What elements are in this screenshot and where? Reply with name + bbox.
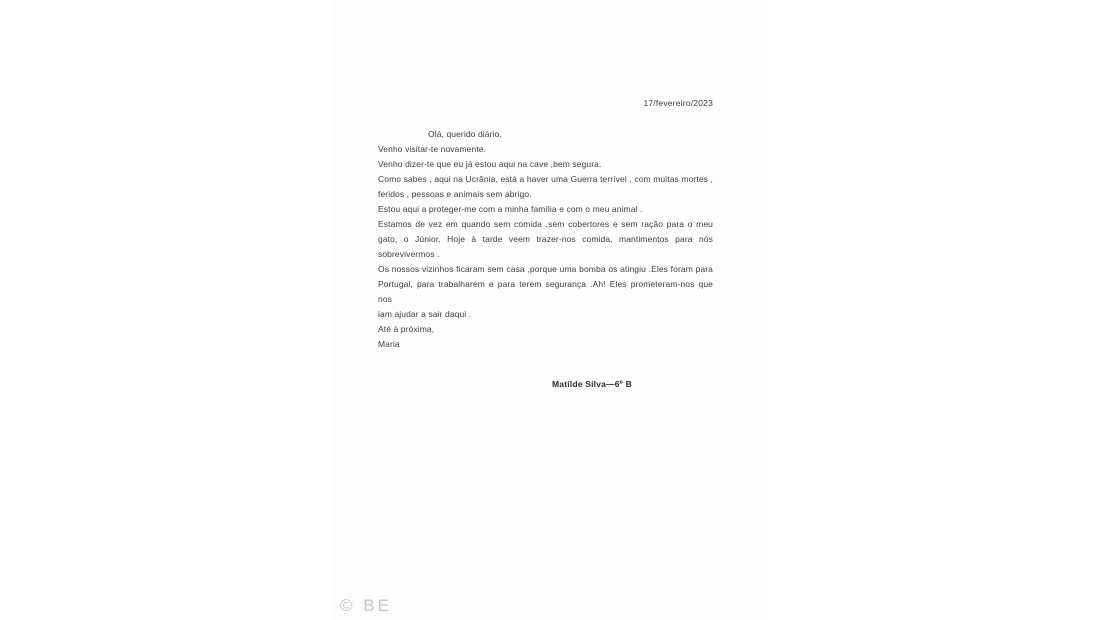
letter-line: Estamos de vez em quando sem comida ,sem cobertores e sem ração para o meu bbox=[378, 219, 713, 229]
letter-line: Estou aqui a proteger-me com a minha família e com o meu animal . bbox=[378, 204, 643, 214]
letter-line: Venho visitar-te novamente. bbox=[378, 144, 487, 154]
letter-line: gato, o Júnior. Hoje à tarde veem trazer-nos comida, mantimentos para nós bbox=[378, 234, 713, 244]
author-line: Matilde Silva—6º B bbox=[552, 379, 632, 389]
letter-line: Os nossos vizinhos ficaram sem casa ,porque uma bomba os atingiu .Eles foram para bbox=[378, 264, 713, 274]
letter-line: iam ajudar a sair daqui . bbox=[378, 309, 472, 319]
letter-line: Como sabes , aqui na Ucrânia, está a haver uma Guerra terrível , com muitas mortes , bbox=[378, 174, 713, 184]
letter-body bbox=[378, 127, 713, 352]
letter-line: Maria bbox=[378, 339, 400, 349]
date-text: 17/fevereiro/2023 bbox=[643, 98, 713, 108]
letter-line: feridos , pessoas e animais sem abrigo. bbox=[378, 189, 532, 199]
letter-line: Venho dizer-te que eu já estou aqui na cave ,bem segura. bbox=[378, 159, 602, 169]
letter-line: sobrevivermos . bbox=[378, 249, 440, 259]
letter-line: Até à próxima, bbox=[378, 324, 435, 334]
letter-line: Olá, querido diário. bbox=[428, 129, 502, 139]
letter-line: Portugal, para trabalharem e para terem segurança .Ah! Eles prometeram-nos que nos bbox=[378, 279, 713, 304]
page-content bbox=[333, 0, 767, 620]
letter-page bbox=[333, 0, 767, 620]
watermark-text: © BE bbox=[340, 596, 392, 615]
